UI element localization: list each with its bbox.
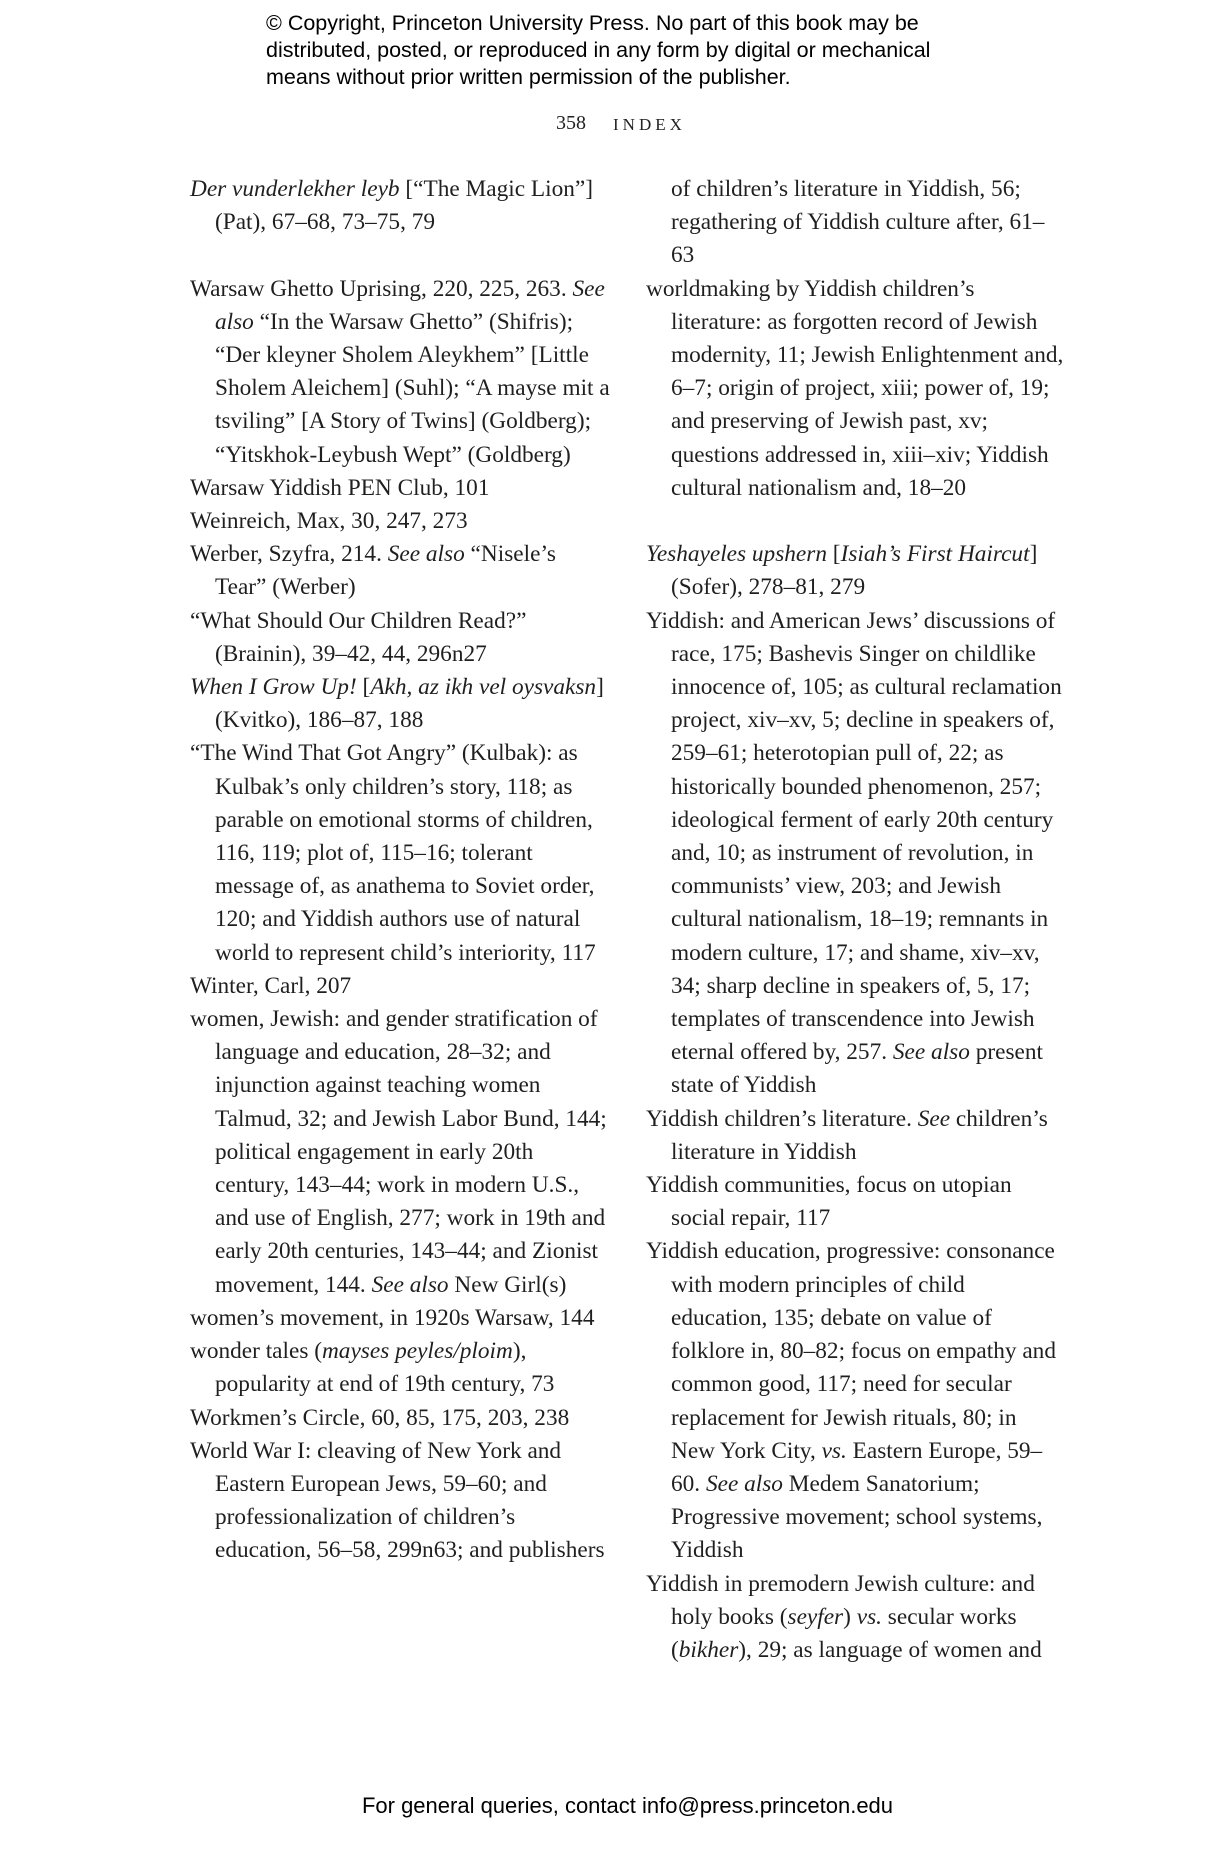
entry-text: worldmaking by Yiddish children’s literature: as forgotten record of Jewish modernity, 11; Jewish Enlightenment and, 6–7; origin of project, xiii; power of, 19; and preserving of Jewish past, xv; questions addressed in, xiii–xiv; Yiddish cultural nationalism and, 18–20 xyxy=(646,275,1064,501)
entry-text: Warsaw Ghetto Uprising, 220, 225, 263. xyxy=(190,275,573,302)
page-number: 358 xyxy=(556,112,586,134)
index-entry xyxy=(190,605,610,671)
entry-text: wonder tales ( xyxy=(190,1338,322,1365)
index-entry xyxy=(190,505,610,538)
entry-text: Warsaw Yiddish PEN Club, 101 xyxy=(190,474,490,501)
entry-italic-text: Yeshayeles upshern xyxy=(646,541,827,568)
index-entry xyxy=(190,1435,610,1568)
index-entry xyxy=(190,1402,610,1435)
entry-text: [ xyxy=(826,541,841,568)
entry-text: of children’s literature in Yiddish, 56; regathering of Yiddish culture after, 61–63 xyxy=(671,176,1045,269)
entry-text: “In the Warsaw Ghetto” (Shifris); “Der kleyner Sholem Aleykhem” [Little Sholem Aleichem] (Suhl); “A mayse mit a tsviling” [A Story of Twins] (Goldberg); “Yitskhok-Leybush Wept” (Goldberg) xyxy=(215,308,610,468)
entry-italic-text: See also xyxy=(705,1470,783,1497)
index-entry xyxy=(646,1235,1066,1567)
index-entry xyxy=(190,1335,610,1401)
index-entry xyxy=(190,671,610,737)
copyright-line: © Copyright, Princeton University Press. No part of this book may be xyxy=(266,11,919,35)
index-entry xyxy=(190,1302,610,1335)
entry-text: ) xyxy=(843,1603,857,1630)
entry-italic-text: See also xyxy=(892,1039,970,1066)
entry-text: New Girl(s) xyxy=(448,1271,567,1298)
entry-italic-text: vs. xyxy=(856,1603,882,1630)
index-entry xyxy=(646,538,1066,604)
index-entry xyxy=(190,472,610,505)
entry-italic-text: vs. xyxy=(821,1437,847,1464)
index-entry xyxy=(646,1568,1066,1668)
entry-italic-text: Der vunderlekher leyb xyxy=(190,176,400,202)
entry-text: Weinreich, Max, 30, 247, 273 xyxy=(190,508,468,535)
entry-text: children’s literature in Yiddish xyxy=(671,1105,1048,1165)
entry-italic-text: Isiah’s First Haircut xyxy=(840,541,1030,568)
index-column-left xyxy=(190,173,610,1568)
footer-contact xyxy=(0,1793,1225,1819)
entry-text: “The Wind That Got Angry” (Kulbak): as Kulbak’s only children’s story, 118; as parable on emotional storms of children, 116, 119; plot of, 115–16; tolerant message of, as anathema to Soviet order, 120; and Yiddish authors use of natural world to represent child’s interiority, 117 xyxy=(190,740,596,966)
index-entry xyxy=(190,737,610,969)
copyright-line: means without prior written permission of the publisher. xyxy=(266,65,791,89)
entry-text: Yiddish children’s literature. xyxy=(646,1105,918,1132)
index-entry xyxy=(646,273,1066,505)
entry-text: Workmen’s Circle, 60, 85, 175, 203, 238 xyxy=(190,1404,570,1431)
entry-text: Winter, Carl, 207 xyxy=(190,972,352,999)
entry-text: Yiddish in premodern Jewish culture: and holy books ( xyxy=(646,1570,1035,1630)
entry-text: World War I: cleaving of New York and Eastern European Jews, 59–60; and professionalization of children’s education, 56–58, 299n63; and publishers xyxy=(190,1437,605,1564)
entry-italic-text: See xyxy=(917,1105,951,1132)
index-entry xyxy=(190,538,610,604)
entry-text: [ xyxy=(356,674,371,701)
entry-italic-text: See also xyxy=(387,541,465,568)
index-entry xyxy=(190,273,610,472)
entry-text: present state of Yiddish xyxy=(671,1039,1043,1099)
copyright-notice xyxy=(266,10,1026,91)
copyright-line: distributed, posted, or reproduced in any form by digital or mechanical xyxy=(266,38,931,62)
entry-italic-text: seyfer xyxy=(787,1603,844,1630)
entry-text: Eastern Europe, 59–60. xyxy=(671,1437,1043,1497)
index-entry xyxy=(646,1103,1066,1169)
entry-text: ), 29; as language of women and xyxy=(738,1636,1042,1663)
index-entry xyxy=(646,1169,1066,1235)
entry-text: Yiddish: and American Jews’ discussions of race, 175; Bashevis Singer on childlike innocence of, 105; as cultural reclamation project, xiv–xv, 5; decline in speakers of, 259–61; heterotopian pull of, 22; as historically bounded phenomenon, 257; ideological ferment of early 20th century and, 10; as instrument of revolution, in communists’ view, 203; and Jewish cultural nationalism, 18–19; remnants in modern culture, 17; and shame, xiv–xv, 34; sharp decline in speakers of, 5, 17; templates of transcendence into Jewish eternal offered by, 257. xyxy=(646,607,1062,1066)
entry-gap xyxy=(646,505,1066,538)
entry-text: ), popularity at end of 19th century, 73 xyxy=(215,1338,555,1398)
entry-gap xyxy=(190,239,610,272)
footer-text: For general queries, contact info@press.princeton.edu xyxy=(361,1793,894,1818)
entry-text: “Nisele’s Tear” (Werber) xyxy=(215,541,556,601)
entry-text: “What Should Our Children Read?” (Brainin), 39–42, 44, 296n27 xyxy=(190,607,527,667)
entry-text: ] (Kvitko), 186–87, 188 xyxy=(215,674,604,734)
index-column-right xyxy=(646,173,1066,1667)
entry-italic-text: See also xyxy=(371,1271,449,1298)
entry-italic-text: When I Grow Up! xyxy=(190,674,357,701)
entry-italic-text: See also xyxy=(215,275,605,335)
entry-text: women’s movement, in 1920s Warsaw, 144 xyxy=(190,1304,595,1331)
entry-text: Werber, Szyfra, 214. xyxy=(190,541,388,568)
entry-text: Medem Sanatorium; Progressive movement; school systems, Yiddish xyxy=(671,1470,1043,1564)
entry-text: women, Jewish: and gender stratification of language and education, 28–32; and injunction against teaching women Talmud, 32; and Jewish Labor Bund, 144; political engagement in early 20th century, 143–44; work in modern U.S., and use of English, 277; work in 19th and early 20th centuries, 143–44; and Zionist movement, 144. xyxy=(190,1006,607,1298)
entry-text: secular works ( xyxy=(671,1603,1017,1663)
index-entry xyxy=(646,605,1066,1103)
index-entry xyxy=(190,970,610,1003)
entry-text: [“The Magic Lion”] (Pat), 67–68, 73–75, 79 xyxy=(215,176,593,236)
index-entry xyxy=(190,173,610,239)
entry-italic-text: mayses peyles/ploim xyxy=(321,1338,513,1365)
entry-italic-text: bikher xyxy=(678,1636,739,1663)
index-entry xyxy=(646,173,1066,273)
section-title: INDEX xyxy=(613,115,686,134)
entry-text: Yiddish education, progressive: consonance with modern principles of child education, 135; debate on value of folklore in, 80–82; focus on empathy and common good, 117; need for secular replacement for Jewish rituals, 80; in New York City, xyxy=(646,1238,1056,1464)
entry-text: Yiddish communities, focus on utopian social repair, 117 xyxy=(646,1172,1012,1232)
entry-italic-text: Akh, az ikh vel oysvaksn xyxy=(370,674,597,701)
index-entry xyxy=(190,1003,610,1302)
entry-text: ] (Sofer), 278–81, 279 xyxy=(671,541,1038,601)
